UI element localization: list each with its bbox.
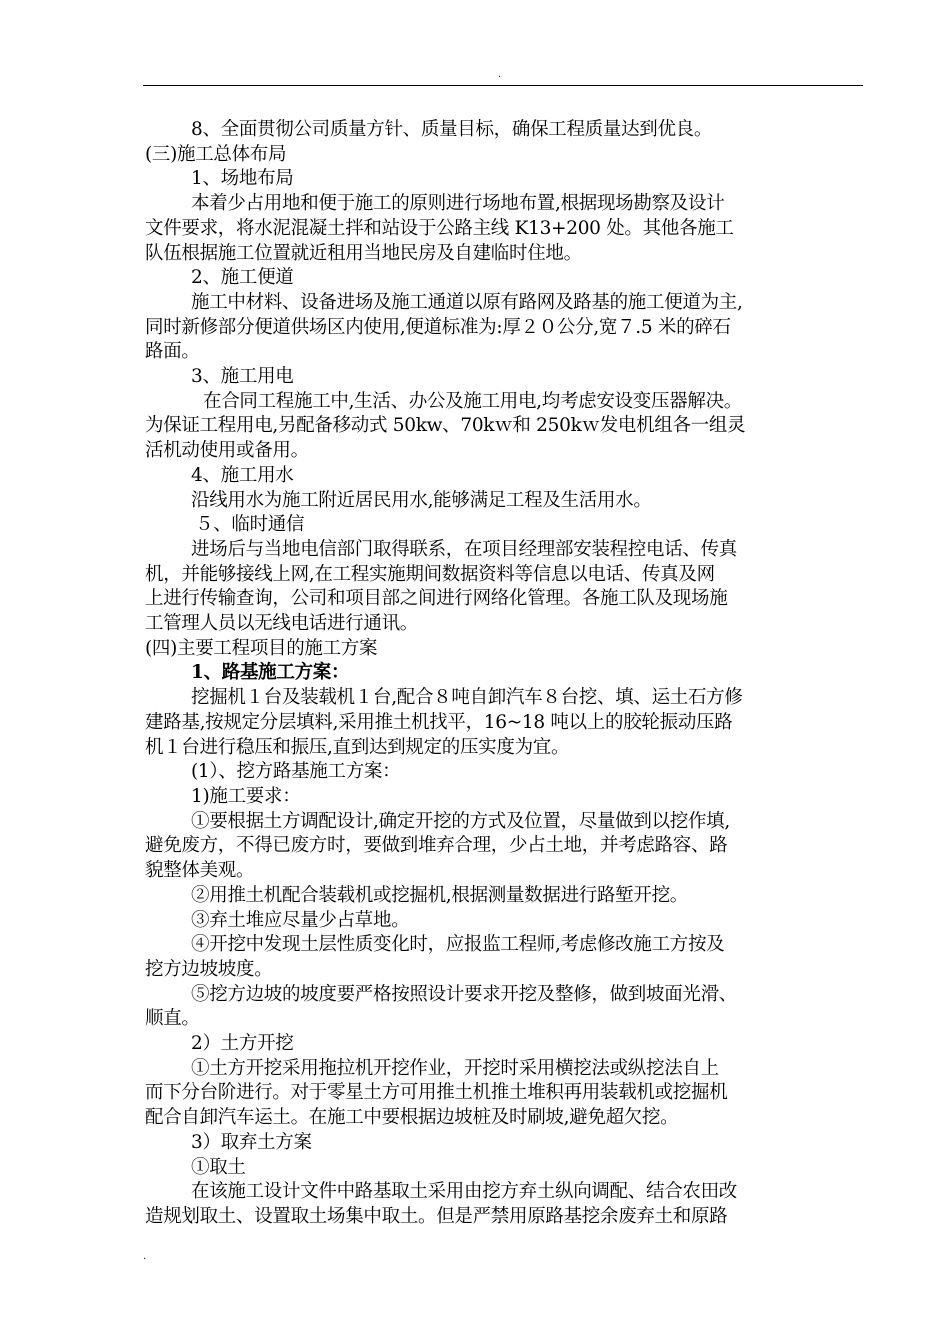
section-heading: (三)施工总体布局 (145, 143, 287, 165)
subsection-heading: 4、施工用水 (191, 464, 294, 486)
text-line: 活机动使用或备用。 (145, 440, 309, 462)
text-line: ②用推土机配合装载机或挖掘机,根据测量数据进行路堑开挖。 (191, 884, 688, 906)
text-line: 队伍根据施工位置就近租用当地民房及自建临时住地。 (145, 242, 582, 264)
text-line: ③弃土堆应尽量少占草地。 (191, 909, 410, 931)
text-line: 在该施工设计文件中路基取土采用由挖方弃土纵向调配、结合农田改 (191, 1181, 738, 1203)
subsection-heading: 2、施工便道 (191, 267, 294, 289)
text-line: ①土方开挖采用拖拉机开挖作业，开挖时采用横挖法或纵挖法自上 (191, 1057, 719, 1079)
text-line: 进场后与当地电信部门取得联系，在项目经理部安装程控电话、传真 (191, 538, 738, 560)
text-line: 上进行传输查询，公司和项目部之间进行网络化管理。各施工队及现场施 (145, 588, 728, 610)
bold-heading: 1、路基施工方案： (191, 662, 350, 684)
subsection-heading: (1）、挖方路基施工方案： (191, 761, 401, 783)
text-line: 路面。 (145, 341, 200, 363)
header-rule (143, 85, 863, 86)
text-line: 施工中材料、设备进场及施工通道以原有路网及路基的施工便道为主, (191, 291, 743, 313)
text-line: 机１台进行稳压和振压,直到达到规定的压实度为宜。 (145, 736, 570, 758)
section-heading: (四)主要工程项目的施工方案 (145, 637, 378, 659)
text-line: 本着少占用地和便于施工的原则进行场地布置,根据现场勘察及设计 (191, 193, 725, 215)
text-line: 机，并能够接线上网,在工程实施期间数据资料等信息以电话、传真及网 (145, 563, 715, 585)
text-line: 沿线用水为施工附近居民用水,能够满足工程及生活用水。 (191, 489, 652, 511)
text-line: ④开挖中发现土层性质变化时，应报监工程师,考虑修改施工方按及 (191, 934, 725, 956)
text-line: 为保证工程用电,另配备移动式 50kw、70kｗ和 250kｗ发电机组各一组灵 (145, 415, 746, 437)
text-line: ①要根据土方调配设计,确定开挖的方式及位置，尽量做到以挖作填, (191, 810, 730, 832)
text-line: 在合同工程施工中,生活、办公及施工用电,均考虑安设变压器解决。 (203, 390, 742, 412)
text-line: 配合自卸汽车运土。在施工中要根据边坡桩及时刷坡,避免超欠挖。 (145, 1107, 679, 1129)
subsection-heading: ５、临时通信 (195, 514, 305, 536)
subsection-heading: 1、场地布局 (191, 168, 294, 190)
text-line: 顺直。 (145, 1008, 200, 1030)
text-line: 8、全面贯彻公司质量方针、质量目标，确保工程质量达到优良。 (191, 119, 713, 140)
text-line: 挖掘机１台及装载机１台,配合８吨自卸汽车８台挖、填、运土石方修 (191, 687, 743, 709)
text-line: 文件要求，将水泥混凝土拌和站设于公路主线 K13+200 处。其他各施工 (145, 217, 734, 239)
text-line: 避免废方，不得已废方时，要做到堆弃合理，少占土地，并考虑路容、路 (145, 835, 728, 857)
text-line: ⑤挖方边坡的坡度要严格按照设计要求开挖及整修，做到坡面光滑、 (191, 983, 738, 1005)
text-line: 而下分台阶进行。对于零星土方可用推土机推土堆积再用装载机或挖掘机 (145, 1082, 728, 1104)
document-body (145, 118, 861, 1230)
subsection-heading: 2）土方开挖 (191, 1033, 294, 1055)
footer-mark: . (143, 1251, 147, 1262)
text-line: 同时新修部分便道供场区内使用,便道标准为:厚２０公分,宽７.5 米的碎石 (145, 316, 731, 338)
text-line: 貌整体美观。 (145, 860, 255, 882)
subsection-heading: ①取土 (191, 1156, 246, 1178)
text-line: 挖方边坡坡度。 (145, 958, 273, 980)
subsection-heading: 1)施工要求： (191, 785, 301, 807)
text-line: 工管理人员以无线电话进行通讯。 (145, 613, 419, 635)
subsection-heading: 3、施工用电 (191, 366, 294, 388)
header-mark: . (498, 69, 502, 80)
text-line: 建路基,按规定分层填料,采用推土机找平，16~18 吨以上的胶轮振动压路 (145, 711, 733, 733)
text-line: 造规划取土、设置取土场集中取土。但是严禁用原路基挖余废弃土和原路 (145, 1205, 728, 1227)
subsection-heading: 3）取弃土方案 (191, 1131, 312, 1153)
